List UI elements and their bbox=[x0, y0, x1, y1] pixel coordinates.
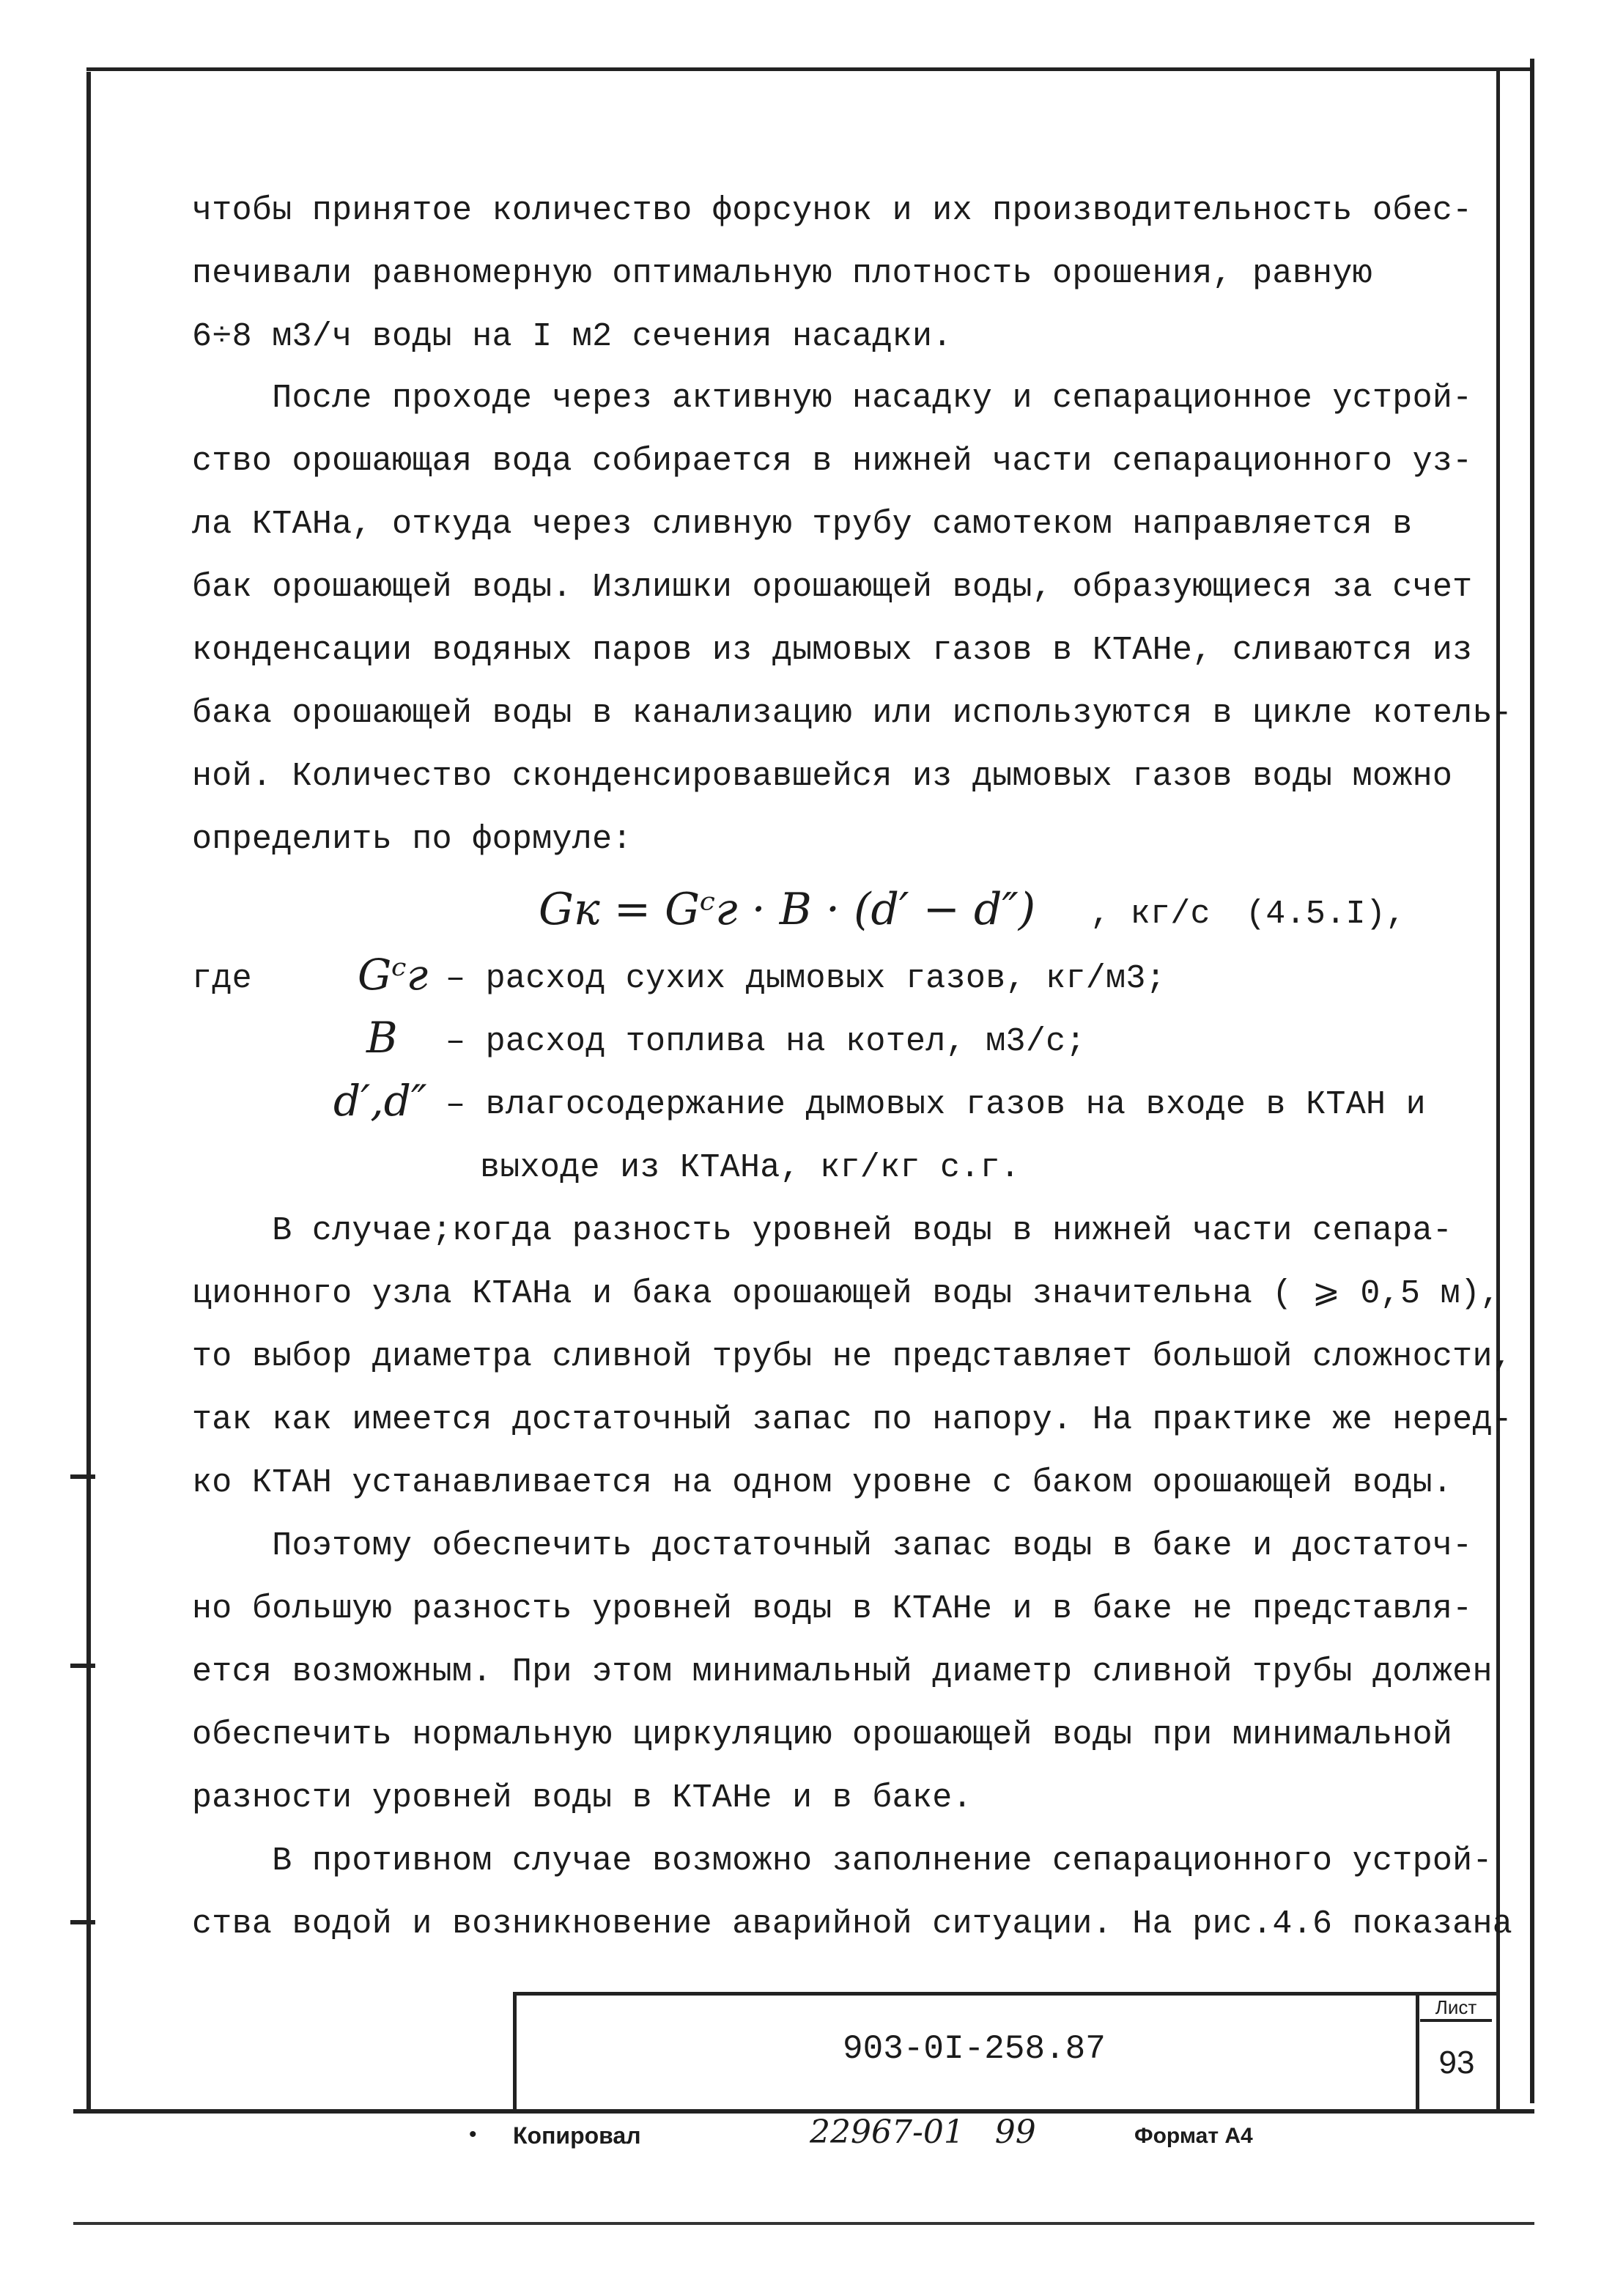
formula-number: (4.5.I), bbox=[1246, 896, 1406, 933]
sheet-label: Лист bbox=[1420, 1996, 1492, 2022]
text-line: то выбор диаметра сливной трубы не представляет большой сложности, bbox=[192, 1338, 1513, 1376]
frame-right-border bbox=[1496, 67, 1500, 2112]
text-line: ко КТАН устанавливается на одном уровне с баком орошающей воды. bbox=[192, 1464, 1453, 1502]
text-line: 6÷8 м3/ч воды на I м2 сечения насадки. bbox=[192, 318, 953, 355]
margin-tick bbox=[70, 1920, 95, 1924]
frame-outer-right-border bbox=[1530, 59, 1534, 2103]
definition-text: – расход сухих дымовых газов, кг/м3; bbox=[446, 960, 1166, 997]
margin-tick bbox=[70, 1664, 95, 1668]
format-label: Формат А4 bbox=[1134, 2124, 1253, 2148]
where-label: где bbox=[192, 960, 252, 997]
text-line: ционного узла КТАНа и бака орошающей воды значительна ( ⩾ 0,5 м), bbox=[192, 1275, 1501, 1313]
definition-text: выходе из КТАНа, кг/кг с.г. bbox=[480, 1149, 1021, 1186]
definition-symbol: d′,d″ bbox=[333, 1076, 427, 1126]
frame-left-border bbox=[86, 72, 91, 2113]
frame-top-border bbox=[86, 67, 1534, 71]
text-line: ется возможным. При этом минимальный диаметр сливной трубы должен bbox=[192, 1653, 1493, 1691]
formula-expression: Gк = Gᶜг · B · (d′ − d″) bbox=[539, 884, 1036, 935]
definition-symbol: B bbox=[366, 1013, 398, 1063]
text-line: В противном случае возможно заполнение сепарационного устрой- bbox=[192, 1842, 1493, 1880]
definition-text: – влагосодержание дымовых газов на входе в КТАН и bbox=[446, 1086, 1426, 1123]
copied-label: Копировал bbox=[513, 2122, 641, 2149]
text-line: так как имеется достаточный запас по напору. На практике же неред- bbox=[192, 1401, 1513, 1439]
page-bottom-rule bbox=[73, 2222, 1534, 2225]
margin-tick bbox=[70, 1474, 95, 1479]
definition-text: – расход топлива на котел, м3/с; bbox=[446, 1023, 1086, 1060]
text-line: ство орошающая вода собирается в нижней части сепарационного уз- bbox=[192, 443, 1473, 480]
text-line: разности уровней воды в КТАНе и в баке. bbox=[192, 1779, 972, 1817]
text-line: После проходе через активную насадку и сепарационное устрой- bbox=[192, 380, 1473, 417]
inventory-number: 22967-01 99 bbox=[810, 2114, 1036, 2151]
text-line: ла КТАНа, откуда через сливную трубу самотеком направляется в bbox=[192, 506, 1413, 543]
sheet-number: 93 bbox=[1438, 2045, 1475, 2081]
document-code: 903-0I-258.87 bbox=[843, 2030, 1106, 2068]
text-line: Поэтому обеспечить достаточный запас воды в баке и достаточ- bbox=[192, 1527, 1473, 1565]
text-line: но большую разность уровней воды в КТАНе и в баке не представля- bbox=[192, 1590, 1473, 1628]
text-line: бака орошающей воды в канализацию или используются в цикле котель- bbox=[192, 695, 1513, 732]
text-line: чтобы принятое количество форсунок и их производительность обес- bbox=[192, 192, 1473, 229]
text-line: бак орошающей воды. Излишки орошающей воды, образующиеся за счет bbox=[192, 569, 1473, 606]
text-line: В случае;когда разность уровней воды в нижней части сепара- bbox=[192, 1212, 1453, 1249]
text-line: определить по формуле: bbox=[192, 821, 632, 858]
text-line: печивали равномерную оптимальную плотность орошения, равную bbox=[192, 255, 1372, 292]
formula-units: , кг/с bbox=[1090, 896, 1211, 933]
definition-symbol: Gᶜг bbox=[358, 950, 429, 1000]
text-line: конденсации водяных паров из дымовых газов в КТАНе, сливаются из bbox=[192, 632, 1473, 669]
bullet-dot: • bbox=[469, 2122, 477, 2146]
text-line: обеспечить нормальную циркуляцию орошающей воды при минимальной bbox=[192, 1716, 1453, 1754]
text-line: ной. Количество сконденсировавшейся из дымовых газов воды можно bbox=[192, 758, 1453, 795]
text-line: ства водой и возникновение аварийной ситуации. На рис.4.6 показана bbox=[192, 1905, 1513, 1943]
